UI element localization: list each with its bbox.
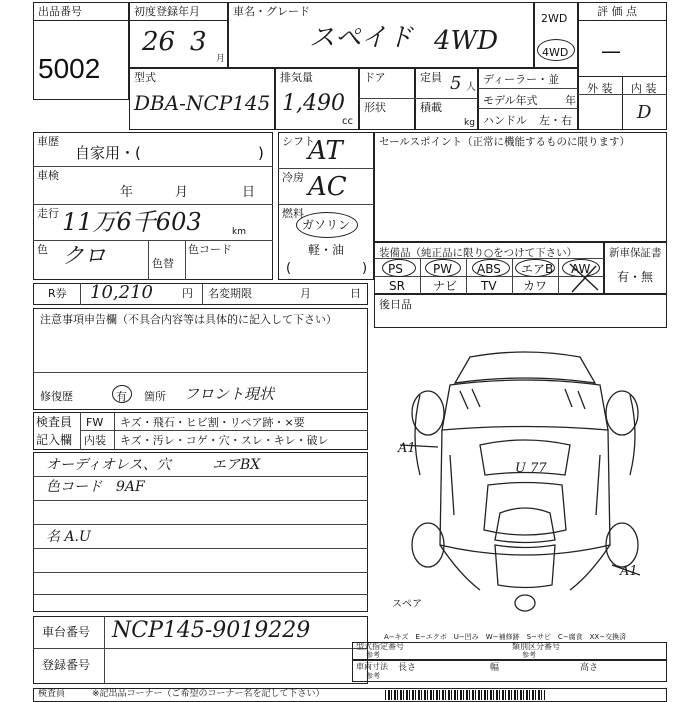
footer-note: ※記出品コーナー（ご希望のコーナー名を記して下さい） bbox=[92, 689, 325, 699]
fuel-value: ガソリン bbox=[302, 218, 351, 232]
barcode bbox=[385, 690, 545, 700]
drive-2wd: 2WD bbox=[541, 12, 568, 25]
exterior-label: 外 装 bbox=[587, 82, 613, 95]
handle-label: ハンドル bbox=[483, 114, 527, 127]
equip-airbag-circle bbox=[515, 259, 555, 277]
cc-unit: cc bbox=[342, 116, 353, 127]
model-year-label: モデル年式 bbox=[483, 94, 538, 107]
equip-abs-circle bbox=[472, 259, 510, 277]
equip-ps-circle bbox=[382, 259, 416, 277]
color-label: 色 bbox=[37, 243, 48, 256]
repair-yes-circle bbox=[112, 385, 132, 403]
remark-3: 名 A.U bbox=[46, 529, 91, 545]
displacement-label: 排気量 bbox=[280, 71, 313, 84]
cargo-label: 積載 bbox=[420, 101, 442, 114]
km-unit: km bbox=[232, 227, 246, 237]
person-unit: 人 bbox=[466, 82, 476, 93]
capacity-label: 定員 bbox=[420, 71, 442, 84]
model-box bbox=[129, 68, 275, 130]
capacity-box bbox=[415, 68, 478, 130]
interior-label: 内 装 bbox=[631, 82, 657, 95]
inspector-label-2: 記入欄 bbox=[36, 433, 73, 447]
aftermarket-box bbox=[374, 294, 667, 328]
equip-abs: ABS bbox=[477, 262, 501, 276]
notes-title: 注意事項申告欄（不具合内容等は具体的に記入して下さい） bbox=[40, 313, 337, 326]
diagram-a1-left: A1 bbox=[398, 441, 416, 456]
name-box bbox=[228, 2, 534, 68]
yen-unit: 円 bbox=[182, 287, 193, 300]
year-unit: 年 bbox=[565, 94, 576, 107]
mileage-value: 11万6千603 bbox=[62, 208, 202, 236]
lot-number: 5002 bbox=[38, 53, 101, 84]
drive-4wd: 4WD bbox=[542, 46, 569, 59]
remark-2: 色コード 9AF bbox=[46, 479, 145, 495]
handle-options: 左・右 bbox=[539, 114, 572, 127]
size-height: 高さ bbox=[580, 663, 599, 673]
size-width: 幅 bbox=[490, 663, 500, 673]
notes-box bbox=[33, 308, 368, 410]
fw-items: キズ・飛石・ヒビ割・リペア跡・×要 bbox=[120, 416, 305, 429]
remark-1: オーディオレス、穴 bbox=[46, 457, 171, 473]
fuel-alt: 軽・油 bbox=[308, 243, 345, 257]
equip-ps: PS bbox=[388, 262, 403, 276]
aw-cross-mark bbox=[560, 258, 604, 294]
ac-label: 冷房 bbox=[282, 171, 304, 184]
name-change-label: 名変期限 bbox=[208, 287, 252, 300]
fw-label: FW bbox=[86, 416, 104, 429]
displacement-box bbox=[275, 68, 359, 130]
model-label: 型式 bbox=[134, 71, 156, 84]
dealer-label: ディーラー・並 bbox=[483, 73, 560, 86]
size-ref: 参考 bbox=[366, 672, 380, 680]
car-name: スペイド bbox=[309, 23, 414, 53]
recolor-label: 色替 bbox=[152, 257, 174, 270]
capacity-value: 5 bbox=[450, 73, 462, 94]
chassis-value: NCP145-9019229 bbox=[112, 618, 311, 643]
repair-label: 修復歴 bbox=[40, 390, 73, 403]
location-label: 箇所 bbox=[144, 390, 166, 403]
reg-year: 26 bbox=[142, 27, 176, 57]
history-close: ) bbox=[258, 144, 264, 162]
drive-4wd-circle bbox=[537, 39, 575, 61]
mileage-label: 走行 bbox=[37, 207, 59, 220]
reg-month: 3 bbox=[190, 27, 207, 57]
shift-label: シフト bbox=[282, 135, 315, 148]
recycle-value: 10,210 bbox=[90, 282, 153, 303]
remark-right: エアBX bbox=[212, 457, 261, 473]
dealer-box bbox=[478, 68, 578, 130]
legend: A−キズ E−エクボ U−凹み W−補修跡 S−サビ C−腐食 XX−交換済 bbox=[384, 633, 627, 641]
sales-label: セールスポイント（正常に機能するものに限ります） bbox=[379, 136, 631, 148]
inspection-day: 日 bbox=[242, 185, 256, 200]
grade-value: — bbox=[601, 39, 621, 63]
kg-unit: kg bbox=[464, 118, 475, 128]
displacement-value: 1,490 bbox=[282, 91, 345, 116]
first-reg-box bbox=[129, 2, 228, 68]
diagram-u-mark: U 77 bbox=[515, 461, 547, 476]
color-value: クロ bbox=[62, 244, 107, 269]
fuel-label: 燃料 bbox=[282, 207, 304, 220]
equip-pw: PW bbox=[433, 262, 453, 276]
ac-value: AC bbox=[308, 172, 347, 202]
equip-aw: AW bbox=[571, 262, 591, 276]
location-value: フロント現状 bbox=[184, 385, 275, 403]
warranty-box bbox=[604, 242, 667, 294]
diagram-a1-right: A1 bbox=[620, 564, 638, 579]
size-label: 車両寸法 bbox=[356, 662, 388, 671]
in-items: キズ・汚レ・コゲ・穴・スレ・キレ・破レ bbox=[120, 434, 329, 447]
footer-label: 検査員 bbox=[38, 689, 66, 699]
shape-label: 形状 bbox=[364, 101, 386, 114]
equip-tv: TV bbox=[481, 279, 497, 293]
shift-value: AT bbox=[308, 136, 343, 166]
equip-sr: SR bbox=[389, 279, 405, 293]
designation-ref: 参考 bbox=[366, 651, 380, 659]
equip-leather: カワ bbox=[523, 279, 548, 293]
sales-box bbox=[374, 132, 667, 242]
recycle-box bbox=[33, 283, 368, 305]
door-label: ドア bbox=[364, 71, 386, 84]
interior-value: D bbox=[637, 102, 652, 123]
model-code: DBA-NCP145 bbox=[134, 91, 271, 115]
warranty-value: 有・無 bbox=[617, 270, 654, 284]
size-length: 長さ bbox=[398, 663, 417, 673]
name-label: 車名・グレード bbox=[233, 5, 310, 18]
equip-navi: ナビ bbox=[433, 279, 458, 293]
history-value: 自家用・( bbox=[75, 144, 141, 162]
equip-airbag: エアB bbox=[521, 262, 554, 276]
lot-label: 出品番号 bbox=[38, 5, 82, 18]
category-label: 類別区分番号 bbox=[512, 642, 560, 651]
aftermarket-label: 後日品 bbox=[379, 298, 412, 311]
designation-label: 型式指定番号 bbox=[356, 642, 404, 651]
name-change-day: 日 bbox=[350, 287, 361, 300]
color-code-label: 色コード bbox=[188, 243, 232, 256]
door-box bbox=[359, 68, 415, 130]
category-ref: 参考 bbox=[522, 651, 536, 659]
in-label: 内装 bbox=[84, 434, 106, 447]
history-label: 車歴 bbox=[37, 135, 59, 148]
inspection-label: 車検 bbox=[37, 169, 59, 182]
name-change-month: 月 bbox=[300, 287, 311, 300]
registration-label: 登録番号 bbox=[42, 658, 91, 672]
warranty-label: 新車保証書 bbox=[609, 247, 662, 259]
inspection-month: 月 bbox=[175, 185, 189, 200]
chassis-label: 車台番号 bbox=[42, 625, 91, 639]
diagram-spare-label: スペア bbox=[392, 599, 422, 610]
first-reg-label: 初度登録年月 bbox=[134, 5, 200, 18]
equipment-label: 装備品（純正品に限り○をつけて下さい） bbox=[379, 247, 578, 259]
drive-type: 4WD bbox=[434, 26, 499, 56]
recycle-label: R券 bbox=[48, 287, 67, 300]
inspector-label-1: 検査員 bbox=[36, 415, 73, 429]
equip-pw-circle bbox=[425, 259, 461, 277]
fuel-paren-close: ) bbox=[362, 261, 368, 276]
fuel-paren-open: ( bbox=[286, 261, 292, 276]
inspection-year: 年 bbox=[120, 185, 134, 200]
grade-label: 評 価 点 bbox=[597, 5, 637, 18]
month-unit: 月 bbox=[216, 54, 226, 64]
repair-yes: 有 bbox=[116, 390, 127, 403]
lot-box bbox=[33, 2, 129, 100]
